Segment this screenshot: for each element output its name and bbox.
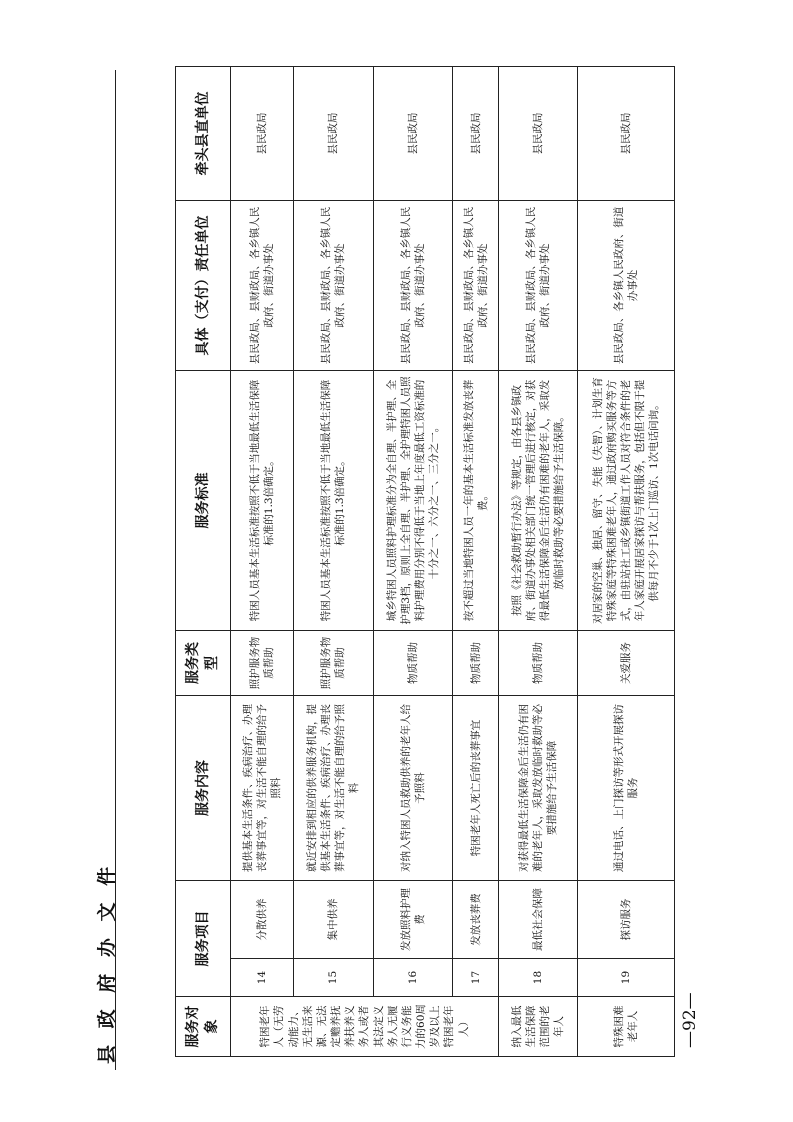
service-content: 对获得最低生活保障金后生活仍有困难的老年人，采取发放临时救助等必要措施给予生活保障 — [498, 696, 577, 881]
row-number: 18 — [498, 959, 577, 997]
target-cell: 纳入最低生活保障范围的老年人 — [498, 997, 577, 1057]
service-item: 发放照料护理费 — [373, 881, 453, 959]
header-unit: 具体（支付）责任单位 — [176, 201, 231, 371]
service-content: 就近安排到相应的供养服务机构，提供基本生活条件、疾病治疗、办理丧葬事宜等，对生活不能自理的给予照料 — [293, 696, 373, 881]
service-type: 照护服务物质帮助 — [231, 631, 294, 696]
header-content: 服务内容 — [176, 696, 231, 881]
target-cell: 特困老年人（无劳动能力、无生活来源、无法定赡养抚养扶养义务人或者其法定义务人无履行义务能力的60周岁及以上特困老年人） — [231, 997, 499, 1057]
service-type: 物质帮助 — [498, 631, 577, 696]
service-content: 特困老年人死亡后的丧葬事宜 — [453, 696, 498, 881]
lead-unit: 县民政局 — [578, 67, 675, 201]
service-item: 集中供养 — [293, 881, 373, 959]
service-item: 最低社会保障 — [498, 881, 577, 959]
table-row — [498, 67, 577, 1057]
lead-unit: 县民政局 — [453, 67, 498, 201]
header-item: 服务项目 — [176, 881, 231, 997]
service-standard: 特困人员基本生活标准按照不低于当地最低生活保障标准的1.3倍确定。 — [293, 371, 373, 631]
responsible-unit: 县民政局、县财政局、各乡镇人民政府、街道办事处 — [293, 201, 373, 371]
page-number: —92— — [680, 992, 700, 1048]
services-table — [175, 66, 675, 1057]
lead-unit: 县民政局 — [498, 67, 577, 201]
responsible-unit: 县民政局、县财政局、各乡镇人民政府、街道办事处 — [498, 201, 577, 371]
row-number: 15 — [293, 959, 373, 997]
lead-unit: 县民政局 — [293, 67, 373, 201]
service-item: 发放丧葬费 — [453, 881, 498, 959]
service-content: 提供基本生活条件、疾病治疗、办理丧葬事宜等，对生活不能自理的给予照料 — [231, 696, 294, 881]
row-number: 19 — [578, 959, 675, 997]
service-type: 物质帮助 — [453, 631, 498, 696]
service-item: 探访服务 — [578, 881, 675, 959]
service-content: 对纳入特困人员救助供养的老年人给予照料 — [373, 696, 453, 881]
header-lead: 牵头县直单位 — [176, 67, 231, 201]
header-target: 服务对象 — [176, 997, 231, 1057]
service-item: 分散供养 — [231, 881, 294, 959]
target-cell: 特殊困难老年人 — [578, 997, 675, 1057]
header-standard: 服务标准 — [176, 371, 231, 631]
header-rule — [115, 70, 116, 1070]
responsible-unit: 县民政局、县财政局、各乡镇人民政府、街道办事处 — [453, 201, 498, 371]
table-row — [231, 67, 294, 1057]
service-standard: 城乡特困人员照料护理标准分为全自理、半护理、全护理3档，原则上全自理、半护理、全护理特困人员照料护理费用分别不得低于当地上年度最低工资标准的十分之一、六分之一、三分之一。 — [373, 371, 453, 631]
service-standard: 对居家的空巢、独居、留守、失能（失智）、计划生育特殊家庭等特殊困难老年人，通过政府购买服务等方式，由驻站社工或乡镇街道工作人员对符合条件的老年人家庭开展居家探访与帮扶服务，包括但不限于提供每月不少于1次上门巡访、1次电话问询。 — [578, 371, 675, 631]
responsible-unit: 县民政局、各乡镇人民政府、街道办事处 — [578, 201, 675, 371]
table-row — [293, 67, 373, 1057]
table-header-row — [176, 67, 231, 1057]
responsible-unit: 县民政局、县财政局、各乡镇人民政府、街道办事处 — [231, 201, 294, 371]
row-number: 17 — [453, 959, 498, 997]
document-header: 县 政 府 办 文 件 — [96, 861, 118, 1064]
row-number: 16 — [373, 959, 453, 997]
service-type: 关爱服务 — [578, 631, 675, 696]
service-standard: 按不超过当地特困人员一年的基本生活标准发放丧葬费。 — [453, 371, 498, 631]
responsible-unit: 县民政局、县财政局、各乡镇人民政府、街道办事处 — [373, 201, 453, 371]
table-row — [578, 67, 675, 1057]
row-number: 14 — [231, 959, 294, 997]
service-type: 照护服务物质帮助 — [293, 631, 373, 696]
service-type: 物质帮助 — [373, 631, 453, 696]
service-standard: 特困人员基本生活标准按照不低于当地最低生活保障标准的1.3倍确定。 — [231, 371, 294, 631]
lead-unit: 县民政局 — [373, 67, 453, 201]
service-standard: 按照《社会救助暂行办法》等规定，由各县乡镇政府、街道办事处相关部门统一管理后进行核定，对获得最低生活保障金后生活仍有困难的老年人，采取发放临时救助等必要措施给予生活保障。 — [498, 371, 577, 631]
lead-unit: 县民政局 — [231, 67, 294, 201]
service-content: 通过电话、上门探访等形式开展探访服务 — [578, 696, 675, 881]
table-row — [373, 67, 453, 1057]
table-row — [453, 67, 498, 1057]
header-type: 服务类型 — [176, 631, 231, 696]
